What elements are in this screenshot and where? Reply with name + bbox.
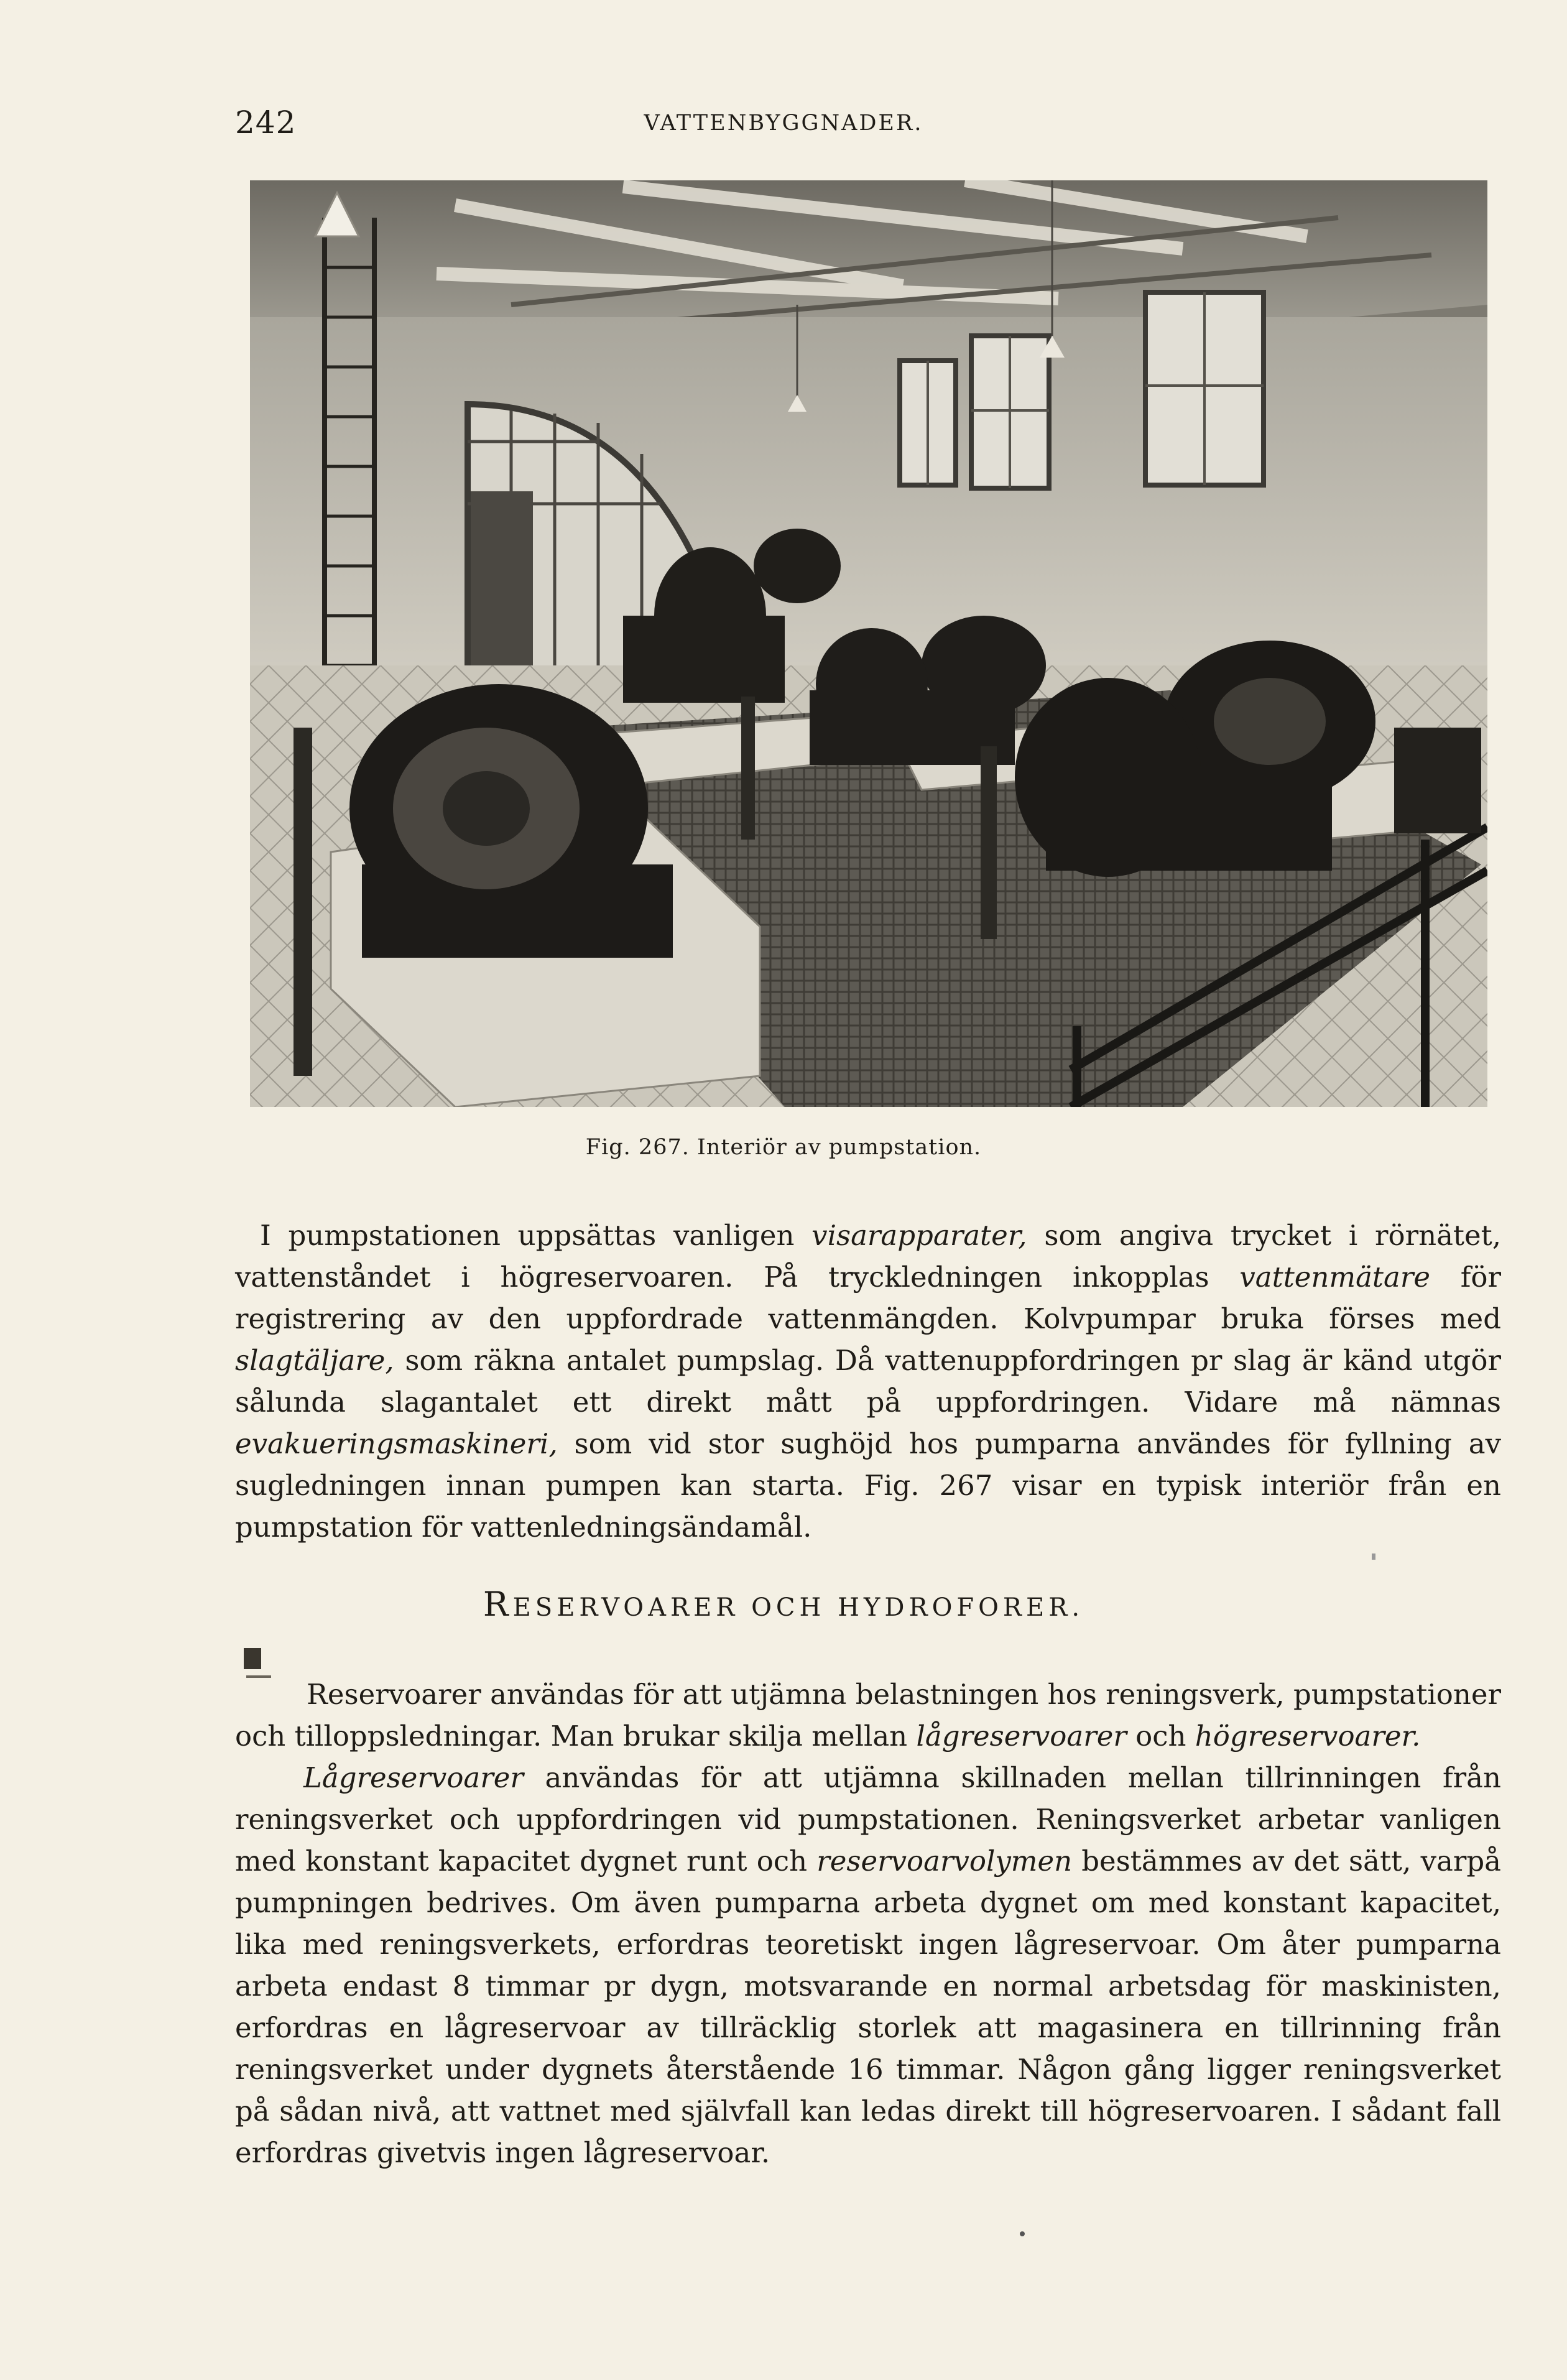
print-speck [1372, 1553, 1375, 1560]
text-run: Reservoarer användas för att utjämna belastningen hos reningsverk, pumpstationer och tilloppsledningar. Man brukar skilja mellan [235, 1678, 1501, 1753]
page-number: 242 [235, 104, 297, 141]
text-run: användas för att utjämna skillnaden mellan tillrinningen från reningsverket och uppfordringen vid pumpstationen. Reningsverket arbetar vanligen med konstant kapacitet dygnet runt och [235, 1761, 1501, 1878]
italic-term: slagtäljare, [235, 1344, 394, 1377]
figure-caption: Fig. 267. Interiör av pumpstation. [585, 1135, 982, 1160]
italic-term: högreservoarer. [1195, 1720, 1421, 1753]
text-run: som vid stor sughöjd hos pumparna användes för fyllning av sugledningen innan pumpen kan starta. Fig. 267 visar en typisk interiör från en pumpstation för vattenledningsändamål. [235, 1427, 1501, 1544]
print-speck [1020, 2231, 1025, 2236]
text-run: för registrering av den uppfordrade vattenmängden. Kolvpumpar bruka förses med [235, 1261, 1501, 1335]
section-heading [0, 1585, 1567, 1624]
text-run: I pumpstationen uppsättas vanligen [260, 1219, 812, 1252]
paragraph-reservoir-intro [235, 1674, 1501, 1757]
pump-station-photo [250, 180, 1487, 1107]
back-wall [250, 317, 1487, 665]
text-run: och [1126, 1720, 1195, 1753]
running-title: VATTENBYGGNADER. [644, 111, 923, 136]
italic-term: vattenmätare [1239, 1261, 1430, 1294]
italic-term: visarapparater, [811, 1219, 1027, 1252]
italic-term: reservoarvolymen [816, 1845, 1073, 1878]
margin-mark [244, 1648, 261, 1669]
italic-term: lågreservoarer [916, 1720, 1127, 1753]
heading-rest: ESERVOARER OCH HYDROFORER. [512, 1593, 1084, 1622]
text-run: bestämmes av det sätt, varpå pumpningen bedrives. Om även pumparna arbeta dygnet om med konstant kapacitet, lika med reningsverkets, erfordras teoretiskt ingen lågreservoar. Om åter pumparna arbeta endast 8 timmar pr dygn, motsvarande en normal arbetsdag för maskinisten, erfordras en lågreservoar av tillräcklig storlek att magasinera en tillrinning från reningsverket under dygnets återstående 16 timmar. Någon gång ligger reningsverket på sådan nivå, att vattnet med självfall kan ledas direkt till högreservoaren. I sådant fall erfordras givetvis ingen lågreservoar. [235, 1845, 1501, 2169]
heading-initial: R [483, 1585, 513, 1624]
text-run: som angiva trycket i rörnätet, vattenståndet i högreservoaren. På tryckledningen inkopplas [235, 1219, 1502, 1294]
text-run: som räkna antalet pumpslag. Då vattenuppfordringen pr slag är känd utgör sålunda slagantalet ett direkt mått på uppfordringen. Vidare må nämnas [235, 1344, 1501, 1419]
italic-term: evakueringsmaskineri, [235, 1427, 558, 1460]
paragraph-low-reservoirs [235, 1757, 1501, 2174]
paragraph-pump-instruments [235, 1215, 1501, 1548]
italic-term: Lågreservoarer [303, 1761, 524, 1794]
